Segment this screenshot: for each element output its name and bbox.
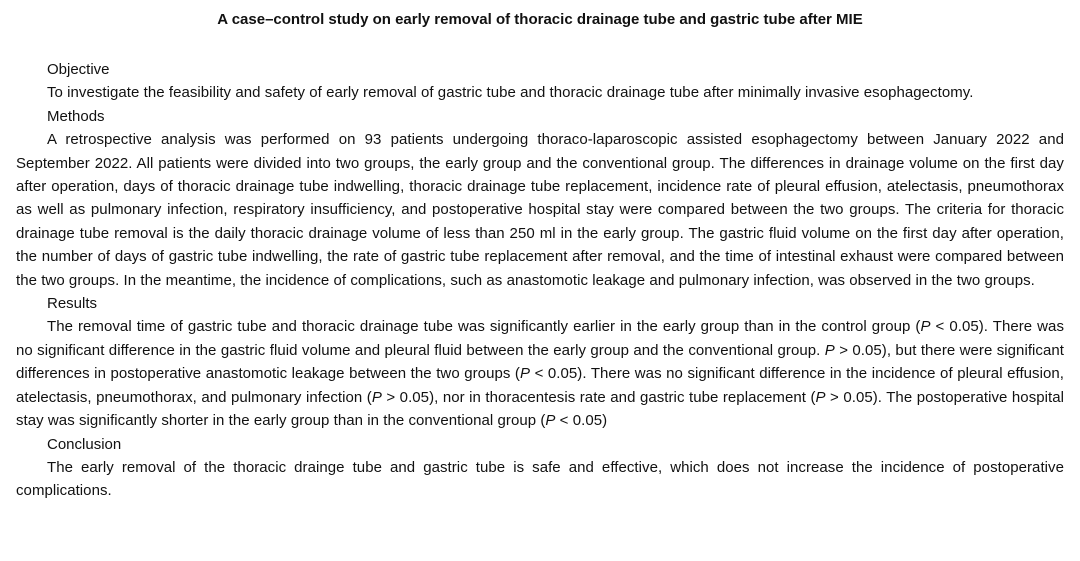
results-text [16,315,1064,432]
p-value-symbol: P [519,365,531,383]
methods-text: A retrospective analysis was performed on 93 patients undergoing thoraco-laparoscopic assisted esophagectomy between January 2022 and September 2022. All patients were divided into two groups, the early group and the conventional group. The differences in drainage volume on the first day after operation, days of thoracic drainage tube indwelling, thoracic drainage tube replacement, incidence rate of pleural effusion, atelectasis, pneumothorax as well as pulmonary infection, respiratory insufficiency, and postoperative hospital stay were compared between the two groups. The criteria for thoracic drainage tube removal is the daily thoracic drainage volume of less than 250 ml in the early group. The gastric fluid volume on the first day after operation, the number of days of gastric tube indwelling, the rate of gastric tube replacement after removal, and the time of intestinal exhaust were compared between the two groups. In the meantime, the incidence of complications, such as anastomotic leakage and pulmonary infection, was observed in the two groups. [16,131,1064,289]
p-value-symbol: P [371,388,382,406]
results-heading: Results [47,295,98,313]
results-text-part: < 0.05). There was no significant difference in the gastric fluid volume and pleural fluid between the early group and the conventional group. [16,318,1064,359]
methods-heading: Methods [47,107,105,125]
objective-heading: Objective [47,61,110,78]
results-text-part: The removal time of gastric tube and thoracic drainage tube was significantly earlier in the early group than in the control group ( [47,318,921,336]
conclusion-heading: Conclusion [47,435,122,453]
results-text-part: < 0.05). There was no significant difference in the incidence of pleural effusion, atelectasis, pneumothorax, and pulmonary infection ( [16,365,1064,406]
paper-title: A case–control study on early removal of thoracic drainage tube and gastric tube after MIE [217,11,863,28]
p-value-symbol: P [920,318,931,336]
results-text-part: > 0.05). The postoperative hospital stay was significantly shorter in the early group than in the conventional group ( [16,388,1065,430]
objective-text: To investigate the feasibility and safety of early removal of gastric tube and thoracic drainage tube after minimally invasive esophagectomy. [47,84,974,102]
p-value-symbol: P [815,388,826,406]
results-text-part: > 0.05), but there were significant differences in postoperative anastomotic leakage between the two groups ( [16,341,1064,383]
p-value-symbol: P [824,341,835,359]
p-value-symbol: P [545,412,556,430]
results-text-part: > 0.05), nor in thoracentesis rate and gastric tube replacement ( [381,388,816,406]
results-text-part: < 0.05) [555,412,608,430]
conclusion-text: The early removal of the thoracic drainge tube and gastric tube is safe and effective, which does not increase the incidence of postoperative complications. [16,458,1064,500]
